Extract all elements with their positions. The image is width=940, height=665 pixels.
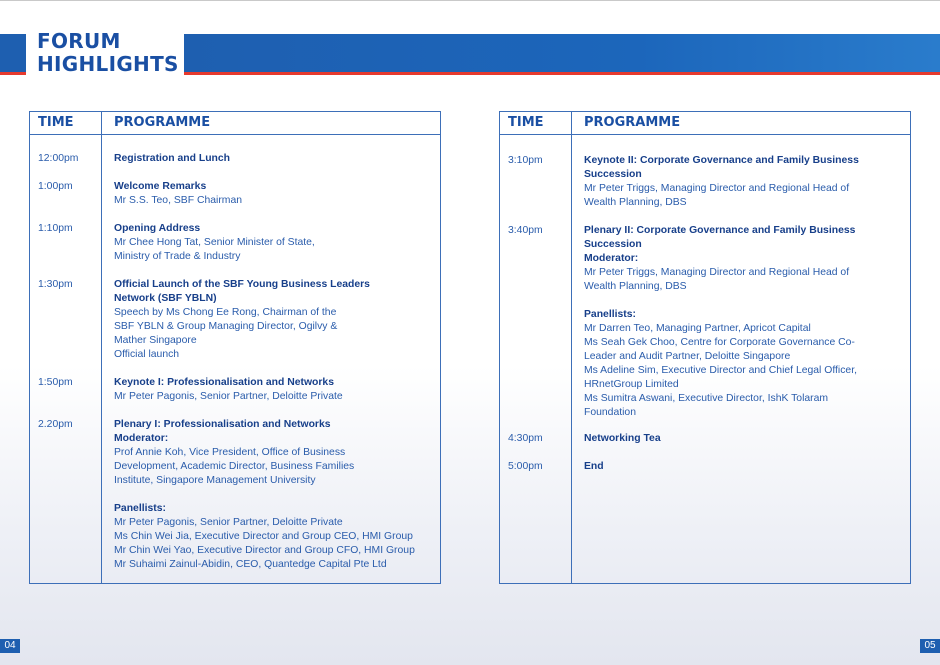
programme-text: Wealth Planning, DBS	[584, 197, 687, 208]
programme-cell	[114, 152, 459, 166]
programme-text: Ministry of Trade & Industry	[114, 251, 241, 262]
programme-text: Mr Chee Hong Tat, Senior Minister of State,	[114, 237, 315, 248]
programme-header: PROGRAMME	[114, 115, 211, 130]
programme-text: Mr Peter Pagonis, Senior Partner, Deloitte Private	[114, 391, 343, 402]
title-line-2: HIGHLIGHTS	[37, 52, 179, 76]
programme-heading: Opening Address	[114, 223, 201, 234]
time-cell: 4:30pm	[508, 433, 543, 444]
banner-left-block	[0, 34, 26, 72]
programme-text: Prof Annie Koh, Vice President, Office of Business	[114, 447, 346, 458]
time-cell: 1:00pm	[38, 181, 73, 192]
programme-text: Foundation	[584, 407, 636, 418]
programme-text: Official launch	[114, 349, 180, 360]
programme-heading: Panellists:	[114, 503, 166, 514]
programme-text: Ms Sumitra Aswani, Executive Director, IshK Tolaram	[584, 393, 829, 404]
page-number-left: 04	[0, 639, 20, 653]
schedule-table-right	[499, 111, 911, 584]
page-number-right: 05	[920, 639, 940, 653]
programme-text: HRnetGroup Limited	[584, 379, 679, 390]
programme-text: Mr Peter Triggs, Managing Director and Regional Head of	[584, 183, 850, 194]
schedule-table-left	[29, 111, 441, 584]
programme-heading: Network (SBF YBLN)	[114, 293, 217, 304]
programme-heading: Plenary II: Corporate Governance and Family Business	[584, 225, 856, 236]
banner-right-bar	[184, 34, 940, 72]
programme-cell	[114, 278, 459, 362]
programme-heading: Registration and Lunch	[114, 153, 231, 164]
header-divider	[30, 134, 440, 135]
programme-heading: Networking Tea	[584, 433, 661, 444]
title-line-1: FORUM	[37, 29, 121, 53]
header-divider	[500, 134, 910, 135]
time-cell: 3:40pm	[508, 225, 543, 236]
programme-text: Mather Singapore	[114, 335, 197, 346]
programme-text: Development, Academic Director, Business Families	[114, 461, 355, 472]
programme-heading: Succession	[584, 239, 642, 250]
programme-cell	[584, 224, 929, 420]
time-cell: 12:00pm	[38, 153, 79, 164]
programme-text: Ms Chin Wei Jia, Executive Director and Group CEO, HMI Group	[114, 531, 413, 542]
programme-cell	[584, 432, 929, 446]
programme-text	[584, 294, 929, 308]
programme-text: Ms Adeline Sim, Executive Director and Chief Legal Officer,	[584, 365, 857, 376]
programme-text	[114, 488, 459, 502]
page-title	[37, 30, 179, 76]
programme-text: Ms Seah Gek Choo, Centre for Corporate Governance Co-	[584, 337, 855, 348]
column-divider	[571, 112, 572, 583]
programme-text: Mr Suhaimi Zainul-Abidin, CEO, Quantedge Capital Pte Ltd	[114, 559, 387, 570]
programme-heading: Keynote I: Professionalisation and Networks	[114, 377, 334, 388]
time-cell: 1:10pm	[38, 223, 73, 234]
programme-text: Speech by Ms Chong Ee Rong, Chairman of the	[114, 307, 337, 318]
programme-heading: Keynote II: Corporate Governance and Family Business	[584, 155, 859, 166]
programme-text: Mr S.S. Teo, SBF Chairman	[114, 195, 242, 206]
programme-cell	[584, 460, 929, 474]
programme-heading: Succession	[584, 169, 642, 180]
time-cell: 2.20pm	[38, 419, 73, 430]
programme-heading: End	[584, 461, 604, 472]
programme-text: Leader and Audit Partner, Deloitte Singapore	[584, 351, 791, 362]
programme-cell	[114, 418, 459, 572]
programme-text: Mr Chin Wei Yao, Executive Director and Group CFO, HMI Group	[114, 545, 415, 556]
programme-text: Institute, Singapore Management University	[114, 475, 316, 486]
programme-cell	[584, 154, 929, 210]
time-cell: 3:10pm	[508, 155, 543, 166]
programme-cell	[114, 180, 459, 208]
programme-text: Mr Peter Triggs, Managing Director and Regional Head of	[584, 267, 850, 278]
programme-heading: Welcome Remarks	[114, 181, 207, 192]
time-cell: 5:00pm	[508, 461, 543, 472]
programme-heading: Official Launch of the SBF Young Business Leaders	[114, 279, 370, 290]
top-border	[0, 0, 940, 1]
banner-left-accent	[0, 72, 26, 75]
programme-text: Mr Darren Teo, Managing Partner, Apricot Capital	[584, 323, 811, 334]
programme-heading: Moderator:	[114, 433, 169, 444]
programme-heading: Moderator:	[584, 253, 639, 264]
programme-text: SBF YBLN & Group Managing Director, Ogilvy &	[114, 321, 338, 332]
column-divider	[101, 112, 102, 583]
programme-text: Wealth Planning, DBS	[584, 281, 687, 292]
programme-cell	[114, 376, 459, 404]
time-cell: 1:30pm	[38, 279, 73, 290]
programme-header: PROGRAMME	[584, 115, 681, 130]
time-header: TIME	[38, 115, 74, 130]
programme-heading: Panellists:	[584, 309, 636, 320]
programme-cell	[114, 222, 459, 264]
programme-text: Mr Peter Pagonis, Senior Partner, Deloitte Private	[114, 517, 343, 528]
time-header: TIME	[508, 115, 544, 130]
time-cell: 1:50pm	[38, 377, 73, 388]
programme-heading: Plenary I: Professionalisation and Networks	[114, 419, 331, 430]
banner-right-accent	[184, 72, 940, 75]
